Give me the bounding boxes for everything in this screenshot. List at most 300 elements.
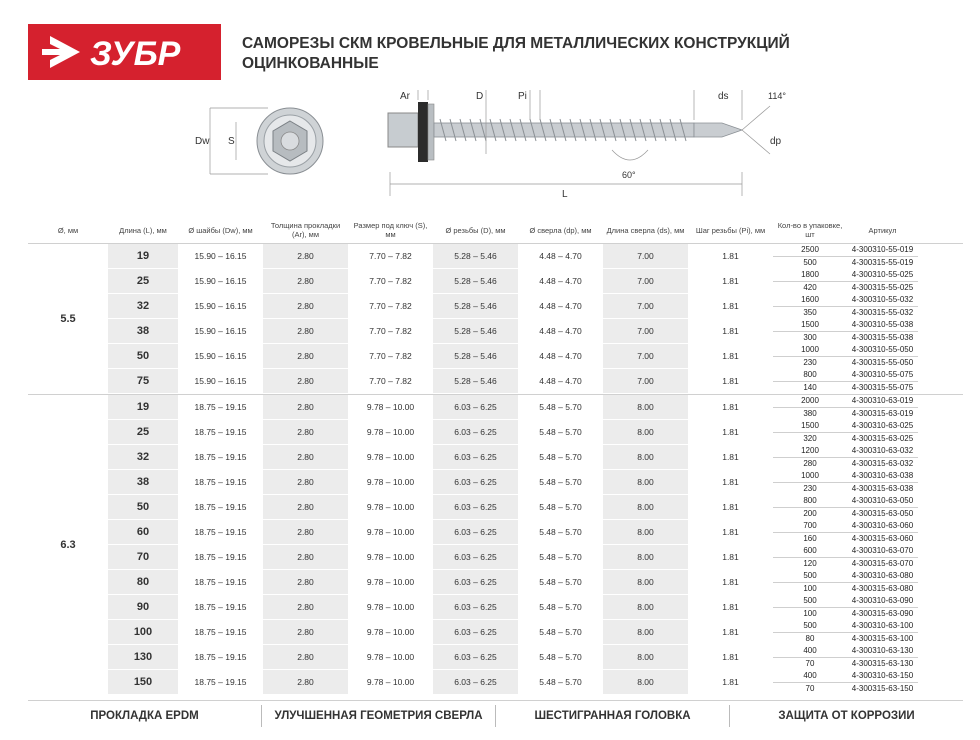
pack-cell <box>773 420 918 444</box>
article-number: 4-300310-55-050 <box>851 345 914 354</box>
cell-dp: 5.48 – 5.70 <box>539 577 582 587</box>
s-label: S <box>228 136 235 147</box>
pack-option <box>773 344 918 357</box>
article-number: 4-300310-55-019 <box>851 245 914 254</box>
cell-ds: 8.00 <box>603 645 688 669</box>
cell-len: 60 <box>108 520 178 544</box>
cell-len: 19 <box>108 395 178 419</box>
cell-ds: 8.00 <box>603 520 688 544</box>
pack-quantity: 160 <box>803 534 817 543</box>
cell-len: 80 <box>108 570 178 594</box>
pack-cell <box>773 495 918 519</box>
cell-pi: 1.81 <box>722 652 739 662</box>
pack-option <box>773 495 918 508</box>
table-row <box>108 395 963 420</box>
cell-ds: 8.00 <box>603 545 688 569</box>
pack-quantity: 1600 <box>801 295 819 304</box>
pack-option <box>773 408 918 420</box>
cell-ds: 7.00 <box>603 269 688 293</box>
pack-option <box>773 545 918 558</box>
pack-quantity: 100 <box>803 609 817 618</box>
pack-option <box>773 583 918 595</box>
cell-ar: 2.80 <box>263 520 348 544</box>
cell-s: 9.78 – 10.00 <box>366 527 415 537</box>
pack-quantity: 1000 <box>801 471 819 480</box>
pack-cell <box>773 294 918 318</box>
cell-d: 6.03 – 6.25 <box>433 545 518 569</box>
cell-dp: 4.48 – 4.70 <box>539 301 582 311</box>
tip-angle-label: 60° <box>622 170 636 180</box>
article-number: 4-300315-55-025 <box>851 283 914 292</box>
cell-s: 7.70 – 7.82 <box>369 276 412 286</box>
article-number: 4-300315-63-100 <box>851 634 914 643</box>
ar-label: Ar <box>400 91 410 102</box>
cell-len: 25 <box>108 269 178 293</box>
cell-s: 7.70 – 7.82 <box>369 251 412 261</box>
cell-d: 5.28 – 5.46 <box>433 244 518 268</box>
pack-quantity: 2500 <box>801 245 819 254</box>
pack-cell <box>773 319 918 343</box>
col-drill-diam: Ø сверла (dp), мм <box>529 225 592 235</box>
cell-dw: 18.75 – 19.15 <box>194 627 247 637</box>
cell-ds: 8.00 <box>603 470 688 494</box>
col-pitch: Шаг резьбы (Pi), мм <box>695 225 766 235</box>
article-number: 4-300310-55-075 <box>851 370 914 379</box>
cell-ar: 2.80 <box>263 445 348 469</box>
cell-ds: 8.00 <box>603 620 688 644</box>
washer-top-view <box>195 108 323 174</box>
pack-cell <box>773 445 918 469</box>
cell-pi: 1.81 <box>722 602 739 612</box>
pack-option <box>773 282 918 294</box>
col-article: Артикул <box>868 225 897 235</box>
article-number: 4-300310-63-150 <box>851 671 914 680</box>
cell-dw: 18.75 – 19.15 <box>194 452 247 462</box>
features-bar <box>28 700 963 730</box>
cell-dw: 18.75 – 19.15 <box>194 477 247 487</box>
table-row <box>108 570 963 595</box>
cell-d: 6.03 – 6.25 <box>433 645 518 669</box>
article-number: 4-300315-63-032 <box>851 459 914 468</box>
pack-quantity: 500 <box>803 596 817 605</box>
pack-quantity: 80 <box>805 634 815 643</box>
cell-ds: 8.00 <box>603 445 688 469</box>
pack-quantity: 300 <box>803 333 817 342</box>
cell-s: 9.78 – 10.00 <box>366 552 415 562</box>
article-number: 4-300310-63-090 <box>851 596 914 605</box>
pack-cell <box>773 369 918 393</box>
pack-quantity: 230 <box>803 484 817 493</box>
pack-option <box>773 683 918 695</box>
table-row <box>108 369 963 394</box>
cell-dp: 4.48 – 4.70 <box>539 326 582 336</box>
cell-len: 70 <box>108 545 178 569</box>
pack-option <box>773 319 918 332</box>
pack-quantity: 500 <box>803 621 817 630</box>
cell-dp: 5.48 – 5.70 <box>539 452 582 462</box>
cell-d: 6.03 – 6.25 <box>433 445 518 469</box>
pack-cell <box>773 670 918 694</box>
pack-quantity: 600 <box>803 546 817 555</box>
cell-s: 9.78 – 10.00 <box>366 402 415 412</box>
cell-dw: 18.75 – 19.15 <box>194 502 247 512</box>
cell-ds: 7.00 <box>603 369 688 393</box>
pack-option <box>773 445 918 458</box>
cell-len: 38 <box>108 470 178 494</box>
article-number: 4-300310-63-080 <box>851 571 914 580</box>
article-number: 4-300315-63-070 <box>851 559 914 568</box>
article-number: 4-300310-63-100 <box>851 621 914 630</box>
pi-label: Pi <box>518 91 527 102</box>
cell-s: 9.78 – 10.00 <box>366 677 415 687</box>
dp-label: dp <box>770 136 782 147</box>
pack-option <box>773 533 918 545</box>
pack-cell <box>773 269 918 293</box>
cell-ds: 7.00 <box>603 319 688 343</box>
pack-option <box>773 570 918 583</box>
cell-dp: 4.48 – 4.70 <box>539 351 582 361</box>
pack-option <box>773 420 918 433</box>
cell-len: 150 <box>108 670 178 694</box>
table-row <box>108 470 963 495</box>
cell-dp: 5.48 – 5.70 <box>539 677 582 687</box>
article-number: 4-300315-63-080 <box>851 584 914 593</box>
cell-d: 5.28 – 5.46 <box>433 369 518 393</box>
cell-ar: 2.80 <box>263 570 348 594</box>
feature-hex-head: ШЕСТИГРАННАЯ ГОЛОВКА <box>534 709 691 722</box>
pack-quantity: 700 <box>803 521 817 530</box>
cell-d: 6.03 – 6.25 <box>433 520 518 544</box>
l-label: L <box>562 189 568 200</box>
cell-ar: 2.80 <box>263 269 348 293</box>
cell-dw: 15.90 – 16.15 <box>194 326 247 336</box>
cell-dp: 5.48 – 5.70 <box>539 652 582 662</box>
cell-len: 32 <box>108 294 178 318</box>
pack-option <box>773 244 918 257</box>
cell-d: 6.03 – 6.25 <box>433 420 518 444</box>
article-number: 4-300315-55-050 <box>851 358 914 367</box>
table-row <box>108 319 963 344</box>
article-number: 4-300310-55-025 <box>851 270 914 279</box>
cell-ar: 2.80 <box>263 670 348 694</box>
diameter-value: 6.3 <box>60 539 76 551</box>
cell-s: 9.78 – 10.00 <box>366 452 415 462</box>
cell-d: 6.03 – 6.25 <box>433 595 518 619</box>
cell-s: 9.78 – 10.00 <box>366 602 415 612</box>
article-number: 4-300315-63-050 <box>851 509 914 518</box>
pack-cell <box>773 520 918 544</box>
cell-s: 9.78 – 10.00 <box>366 627 415 637</box>
article-number: 4-300315-63-019 <box>851 409 914 418</box>
cell-dw: 18.75 – 19.15 <box>194 677 247 687</box>
cell-dw: 18.75 – 19.15 <box>194 602 247 612</box>
cell-dp: 5.48 – 5.70 <box>539 552 582 562</box>
article-number: 4-300315-55-038 <box>851 333 914 342</box>
col-drill-length: Длина сверла (ds), мм <box>606 225 685 235</box>
diameter-group <box>28 243 963 394</box>
pack-quantity: 1000 <box>801 345 819 354</box>
cell-pi: 1.81 <box>722 452 739 462</box>
cell-len: 90 <box>108 595 178 619</box>
cell-dw: 18.75 – 19.15 <box>194 652 247 662</box>
cell-len: 75 <box>108 369 178 393</box>
cell-ds: 7.00 <box>603 244 688 268</box>
pack-cell <box>773 244 918 268</box>
article-number: 4-300310-63-070 <box>851 546 914 555</box>
pack-option <box>773 558 918 570</box>
pack-quantity: 380 <box>803 409 817 418</box>
cell-dp: 5.48 – 5.70 <box>539 502 582 512</box>
pack-quantity: 500 <box>803 258 817 267</box>
table-row <box>108 420 963 445</box>
article-number: 4-300310-63-032 <box>851 446 914 455</box>
table-row <box>108 670 963 695</box>
cell-pi: 1.81 <box>722 477 739 487</box>
col-gasket: Толщина прокладки (Ar), мм <box>270 221 341 239</box>
pack-quantity: 320 <box>803 434 817 443</box>
pack-option <box>773 257 918 269</box>
cell-dp: 4.48 – 4.70 <box>539 276 582 286</box>
article-number: 4-300315-63-130 <box>851 659 914 668</box>
pack-quantity: 280 <box>803 459 817 468</box>
cell-len: 32 <box>108 445 178 469</box>
pack-quantity: 420 <box>803 283 817 292</box>
cell-ds: 8.00 <box>603 670 688 694</box>
feature-drill-geometry: УЛУЧШЕННАЯ ГЕОМЕТРИЯ СВЕРЛА <box>274 709 483 722</box>
cell-pi: 1.81 <box>722 552 739 562</box>
article-number: 4-300315-63-090 <box>851 609 914 618</box>
pack-quantity: 800 <box>803 496 817 505</box>
cell-ds: 8.00 <box>603 495 688 519</box>
screw-diagram <box>190 86 790 206</box>
pack-quantity: 140 <box>803 383 817 392</box>
cell-d: 5.28 – 5.46 <box>433 319 518 343</box>
cell-s: 9.78 – 10.00 <box>366 577 415 587</box>
table-row <box>108 344 963 369</box>
cell-d: 6.03 – 6.25 <box>433 470 518 494</box>
article-number: 4-300315-55-019 <box>851 258 914 267</box>
cell-ar: 2.80 <box>263 420 348 444</box>
col-washer: Ø шайбы (Dw), мм <box>188 225 253 235</box>
pack-quantity: 1500 <box>801 421 819 430</box>
article-number: 4-300315-63-150 <box>851 684 914 693</box>
cell-pi: 1.81 <box>722 276 739 286</box>
article-number: 4-300310-63-019 <box>851 396 914 405</box>
pack-option <box>773 382 918 394</box>
pack-quantity: 1800 <box>801 270 819 279</box>
cell-d: 5.28 – 5.46 <box>433 269 518 293</box>
cell-dw: 15.90 – 16.15 <box>194 251 247 261</box>
article-number: 4-300315-63-025 <box>851 434 914 443</box>
cell-len: 100 <box>108 620 178 644</box>
article-number: 4-300310-55-038 <box>851 320 914 329</box>
cell-ds: 8.00 <box>603 570 688 594</box>
pack-option <box>773 369 918 382</box>
cell-s: 9.78 – 10.00 <box>366 652 415 662</box>
pack-option <box>773 658 918 670</box>
pack-quantity: 230 <box>803 358 817 367</box>
cell-ar: 2.80 <box>263 645 348 669</box>
cell-pi: 1.81 <box>722 677 739 687</box>
pack-option <box>773 645 918 658</box>
cell-len: 25 <box>108 420 178 444</box>
pack-quantity: 120 <box>803 559 817 568</box>
d-label: D <box>476 91 484 102</box>
article-number: 4-300310-63-038 <box>851 471 914 480</box>
cell-ds: 8.00 <box>603 395 688 419</box>
pack-quantity: 500 <box>803 571 817 580</box>
table-row <box>108 520 963 545</box>
diameter-value: 5.5 <box>60 313 76 325</box>
pack-quantity: 100 <box>803 584 817 593</box>
cell-d: 6.03 – 6.25 <box>433 395 518 419</box>
col-diam: Ø, мм <box>57 225 79 235</box>
table-row <box>108 294 963 319</box>
screw-side-view <box>388 90 786 200</box>
cell-d: 6.03 – 6.25 <box>433 495 518 519</box>
logo-text: ЗУБР <box>90 35 181 73</box>
article-number: 4-300315-55-075 <box>851 383 914 392</box>
cell-s: 9.78 – 10.00 <box>366 427 415 437</box>
angle-label: 114° <box>768 91 786 101</box>
pack-cell <box>773 470 918 494</box>
cell-d: 5.28 – 5.46 <box>433 344 518 368</box>
cell-dw: 18.75 – 19.15 <box>194 577 247 587</box>
cell-ds: 8.00 <box>603 595 688 619</box>
pack-cell <box>773 395 918 419</box>
pack-option <box>773 595 918 608</box>
pack-quantity: 70 <box>805 659 815 668</box>
article-number: 4-300310-55-032 <box>851 295 914 304</box>
cell-dw: 18.75 – 19.15 <box>194 552 247 562</box>
pack-cell <box>773 595 918 619</box>
cell-len: 50 <box>108 495 178 519</box>
pack-option <box>773 307 918 319</box>
cell-s: 7.70 – 7.82 <box>369 326 412 336</box>
col-length: Длина (L), мм <box>119 225 167 235</box>
pack-option <box>773 470 918 483</box>
pack-option <box>773 395 918 408</box>
pack-quantity: 350 <box>803 308 817 317</box>
spec-table <box>28 243 963 695</box>
cell-pi: 1.81 <box>722 577 739 587</box>
pack-option <box>773 483 918 495</box>
cell-ar: 2.80 <box>263 319 348 343</box>
pack-option <box>773 269 918 282</box>
cell-dp: 4.48 – 4.70 <box>539 251 582 261</box>
pack-option <box>773 458 918 470</box>
cell-d: 6.03 – 6.25 <box>433 570 518 594</box>
pack-quantity: 1200 <box>801 446 819 455</box>
cell-pi: 1.81 <box>722 427 739 437</box>
cell-s: 9.78 – 10.00 <box>366 502 415 512</box>
cell-s: 7.70 – 7.82 <box>369 351 412 361</box>
cell-dp: 5.48 – 5.70 <box>539 602 582 612</box>
cell-ar: 2.80 <box>263 495 348 519</box>
pack-option <box>773 357 918 369</box>
cell-ar: 2.80 <box>263 395 348 419</box>
ds-label: ds <box>718 91 729 102</box>
pack-quantity: 400 <box>803 646 817 655</box>
article-number: 4-300310-63-060 <box>851 521 914 530</box>
pack-option <box>773 620 918 633</box>
article-number: 4-300310-63-130 <box>851 646 914 655</box>
pack-cell <box>773 570 918 594</box>
cell-s: 7.70 – 7.82 <box>369 301 412 311</box>
brand-logo <box>28 24 221 80</box>
table-row <box>108 244 963 269</box>
pack-quantity: 400 <box>803 671 817 680</box>
cell-pi: 1.81 <box>722 402 739 412</box>
pack-cell <box>773 344 918 368</box>
cell-ds: 7.00 <box>603 294 688 318</box>
cell-ar: 2.80 <box>263 344 348 368</box>
pack-option <box>773 294 918 307</box>
cell-dw: 15.90 – 16.15 <box>194 351 247 361</box>
cell-s: 7.70 – 7.82 <box>369 376 412 386</box>
table-row <box>108 495 963 520</box>
cell-ar: 2.80 <box>263 294 348 318</box>
cell-ar: 2.80 <box>263 545 348 569</box>
cell-dw: 18.75 – 19.15 <box>194 427 247 437</box>
cell-dp: 5.48 – 5.70 <box>539 427 582 437</box>
cell-dp: 5.48 – 5.70 <box>539 402 582 412</box>
cell-len: 50 <box>108 344 178 368</box>
table-row <box>108 620 963 645</box>
table-row <box>108 545 963 570</box>
table-row <box>108 645 963 670</box>
cell-len: 38 <box>108 319 178 343</box>
cell-pi: 1.81 <box>722 627 739 637</box>
pack-cell <box>773 620 918 644</box>
cell-ar: 2.80 <box>263 369 348 393</box>
col-key: Размер под ключ (S), мм <box>353 221 428 239</box>
article-number: 4-300310-63-050 <box>851 496 914 505</box>
cell-dw: 15.90 – 16.15 <box>194 276 247 286</box>
cell-pi: 1.81 <box>722 502 739 512</box>
article-number: 4-300315-63-038 <box>851 484 914 493</box>
pack-cell <box>773 645 918 669</box>
table-header <box>28 217 963 243</box>
pack-quantity: 1500 <box>801 320 819 329</box>
page-title: САМОРЕЗЫ СКМ КРОВЕЛЬНЫЕ ДЛЯ МЕТАЛЛИЧЕСКИХ КОНСТРУКЦИЙ ОЦИНКОВАННЫЕ <box>242 35 790 72</box>
cell-dw: 15.90 – 16.15 <box>194 301 247 311</box>
pack-option <box>773 508 918 520</box>
pack-quantity: 200 <box>803 509 817 518</box>
cell-pi: 1.81 <box>722 351 739 361</box>
table-row <box>108 269 963 294</box>
cell-d: 5.28 – 5.46 <box>433 294 518 318</box>
cell-pi: 1.81 <box>722 527 739 537</box>
pack-option <box>773 332 918 344</box>
cell-len: 19 <box>108 244 178 268</box>
pack-option <box>773 670 918 683</box>
pack-option <box>773 633 918 645</box>
cell-ar: 2.80 <box>263 620 348 644</box>
cell-d: 6.03 – 6.25 <box>433 620 518 644</box>
cell-pi: 1.81 <box>722 251 739 261</box>
article-number: 4-300315-55-032 <box>851 308 914 317</box>
col-thread: Ø резьбы (D), мм <box>445 225 506 235</box>
cell-dp: 5.48 – 5.70 <box>539 527 582 537</box>
col-qty: Кол-во в упаковке, шт <box>777 221 843 239</box>
cell-dp: 4.48 – 4.70 <box>539 376 582 386</box>
cell-d: 6.03 – 6.25 <box>433 670 518 694</box>
feature-epdm: ПРОКЛАДКА EPDM <box>90 709 199 722</box>
pack-cell <box>773 545 918 569</box>
cell-pi: 1.81 <box>722 326 739 336</box>
cell-dp: 5.48 – 5.70 <box>539 627 582 637</box>
